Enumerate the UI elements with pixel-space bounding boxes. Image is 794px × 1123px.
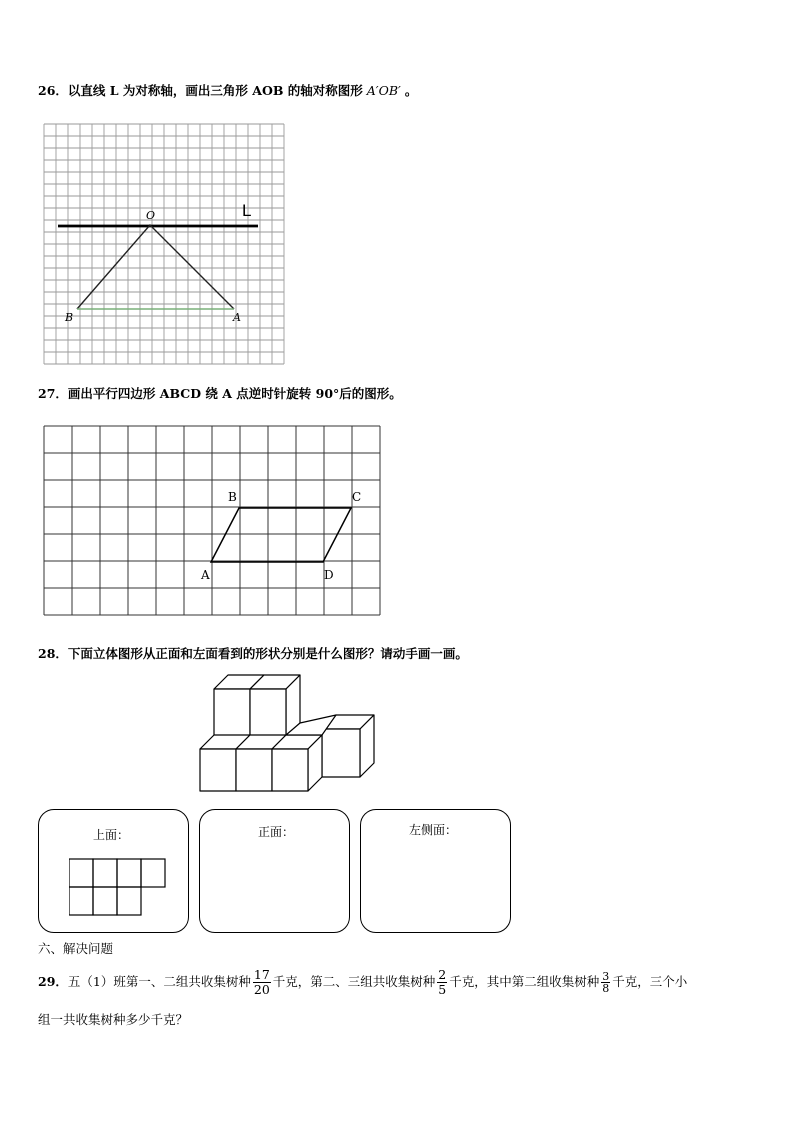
label-B: B bbox=[228, 490, 237, 504]
section6-title: 六、解决问题 bbox=[38, 941, 114, 956]
q29-text: 29．五（1）班第一、二组共收集树种 $\frac{17}{20}$ 千克，第二、三组共收集树种 $\frac{2}{5}$ 千克，其中第二组收集树种 $\frac{3}{8}$ 千克，三个小 bbox=[38, 967, 688, 997]
label-A: A bbox=[233, 311, 241, 324]
q28-text: 28．下面立体图形从正面和左面看到的形状分别是什么图形？请动手画一画。 bbox=[38, 646, 468, 661]
view-box-left bbox=[360, 809, 511, 933]
view-left-label: 左侧面： bbox=[409, 823, 458, 837]
triangle-aob-sides bbox=[77, 225, 234, 309]
fraction-17-20: $\frac{17}{20}$ bbox=[253, 967, 270, 997]
view-front-label: 正面： bbox=[258, 825, 295, 839]
fraction-2-5: $\frac{2}{5}$ bbox=[438, 967, 447, 997]
label-C: C bbox=[352, 490, 362, 504]
q26-text: 26．以直线 L 为对称轴，画出三角形 AOB 的轴对称图形 A′OB′ 。 bbox=[38, 83, 418, 98]
q29-text-line2: 组一共收集树种多少千克？ bbox=[38, 1012, 189, 1027]
top-view-drawing bbox=[69, 858, 169, 918]
label-B: B bbox=[65, 311, 74, 324]
view-top-label: 上面： bbox=[93, 828, 130, 842]
fraction-3-8: $\frac{3}{8}$ bbox=[602, 970, 610, 995]
label-L: L bbox=[242, 201, 252, 220]
q27-grid-figure bbox=[40, 420, 385, 620]
label-D: D bbox=[324, 568, 334, 582]
view-box-front bbox=[199, 809, 350, 933]
q27-text: 27．画出平行四边形 ABCD 绕 A 点逆时针旋转 90°后的图形。 bbox=[38, 386, 402, 401]
q26-grid-figure bbox=[40, 120, 296, 366]
q28-cube-figure bbox=[190, 665, 390, 800]
q26-math: A′OB′ bbox=[366, 83, 401, 98]
label-A: A bbox=[201, 568, 210, 582]
label-O: O bbox=[146, 209, 156, 222]
view-box-top bbox=[38, 809, 189, 933]
parallelogram-abcd bbox=[211, 508, 351, 562]
